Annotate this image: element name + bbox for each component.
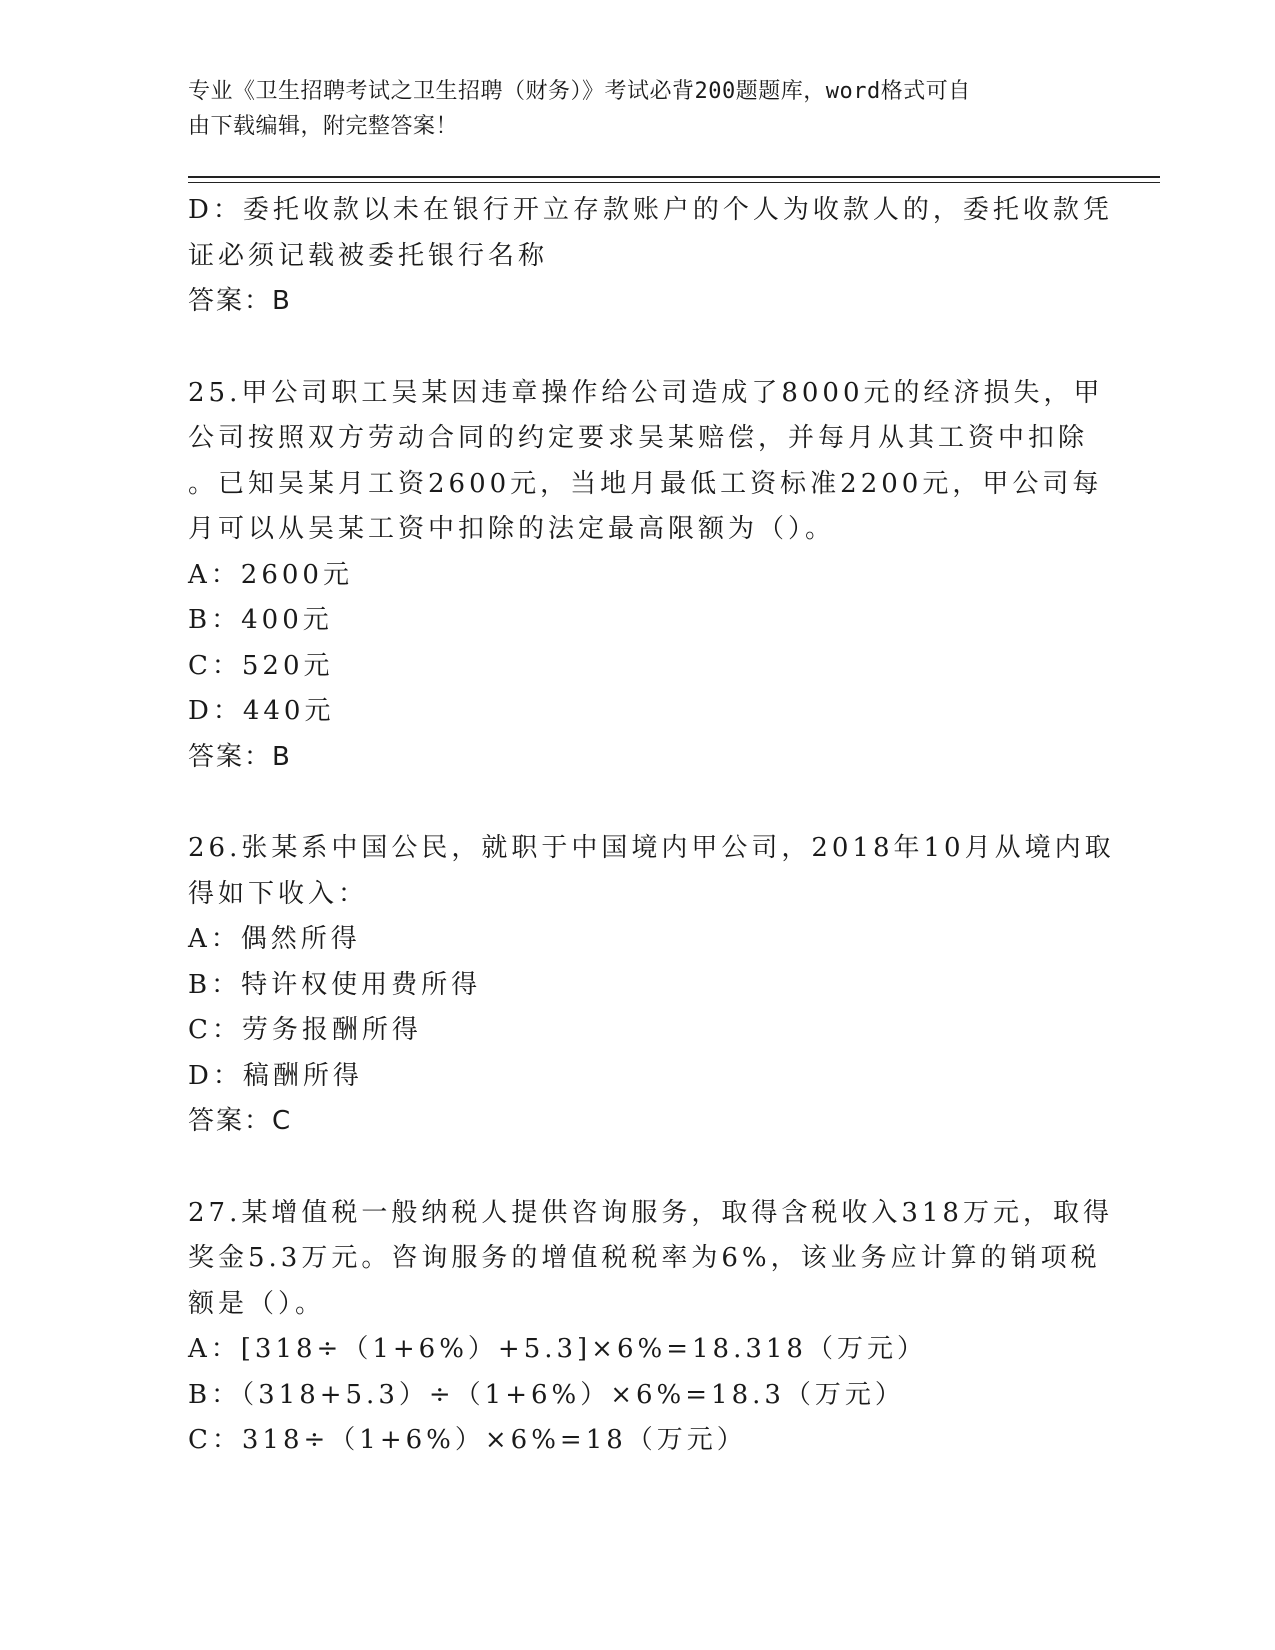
option-b: B：（318+5.3）÷（1+6%）×6%=18.3（万元） (188, 1379, 905, 1410)
question-27 (188, 1191, 1113, 1464)
option-d-continued: 证必须记载被委托银行名称 (188, 240, 549, 271)
question-stem-line: 25.甲公司职工吴某因违章操作给公司造成了8000元的经济损失，甲 (188, 377, 1104, 408)
question-content (188, 188, 1115, 1464)
header-line-2: 由下载编辑，附完整答案！ (188, 114, 459, 139)
answer-label: 答案：B (188, 741, 292, 772)
question-24 (188, 188, 1113, 325)
question-stem-line: 奖金5.3万元。咨询服务的增值税税率为6%，该业务应计算的销项税 (188, 1243, 1101, 1273)
document-header (188, 74, 1068, 144)
question-stem-line: 额是（）。 (188, 1288, 326, 1319)
option-b: B：400元 (188, 605, 333, 635)
header-line-1: 专业《卫生招聘考试之卫生招聘（财务）》考试必背200题题库，word格式可自 (188, 79, 971, 104)
option-c: C：318÷（1+6%）×6%=18（万元） (188, 1425, 747, 1455)
question-stem-line: 。已知吴某月工资2600元，当地月最低工资标准2200元，甲公司每 (188, 468, 1103, 499)
option-b: B：特许权使用费所得 (188, 969, 482, 1000)
question-stem-line: 得如下收入： (188, 878, 369, 909)
question-25 (188, 371, 1104, 781)
option-a: A：2600元 (188, 559, 353, 590)
option-d: D：稿酬所得 (188, 1060, 363, 1091)
option-a: A：偶然所得 (188, 924, 361, 954)
header-divider-thick (188, 176, 1160, 178)
option-c: C：劳务报酬所得 (188, 1015, 422, 1045)
header-divider-thin (188, 182, 1160, 183)
answer-label: 答案：C (188, 1106, 293, 1136)
option-c: C：520元 (188, 650, 334, 681)
question-stem-line: 公司按照双方劳动合同的约定要求吴某赔偿，并每月从其工资中扣除 (188, 423, 1089, 453)
answer-label: 答案：B (188, 286, 292, 316)
option-d: D：440元 (188, 696, 335, 726)
option-d: D：委托收款以未在银行开立存款账户的个人为收款人的，委托收款凭 (188, 195, 1113, 225)
question-stem-line: 26.张某系中国公民，就职于中国境内甲公司，2018年10月从境内取 (188, 833, 1115, 863)
question-stem-line: 27.某增值税一般纳税人提供咨询服务，取得含税收入318万元，取得 (188, 1197, 1113, 1228)
question-26 (188, 826, 1115, 1145)
question-stem-line: 月可以从吴某工资中扣除的法定最高限额为（）。 (188, 514, 836, 544)
option-a: A：[318÷（1+6%）+5.3]×6%=18.318（万元） (188, 1334, 927, 1364)
